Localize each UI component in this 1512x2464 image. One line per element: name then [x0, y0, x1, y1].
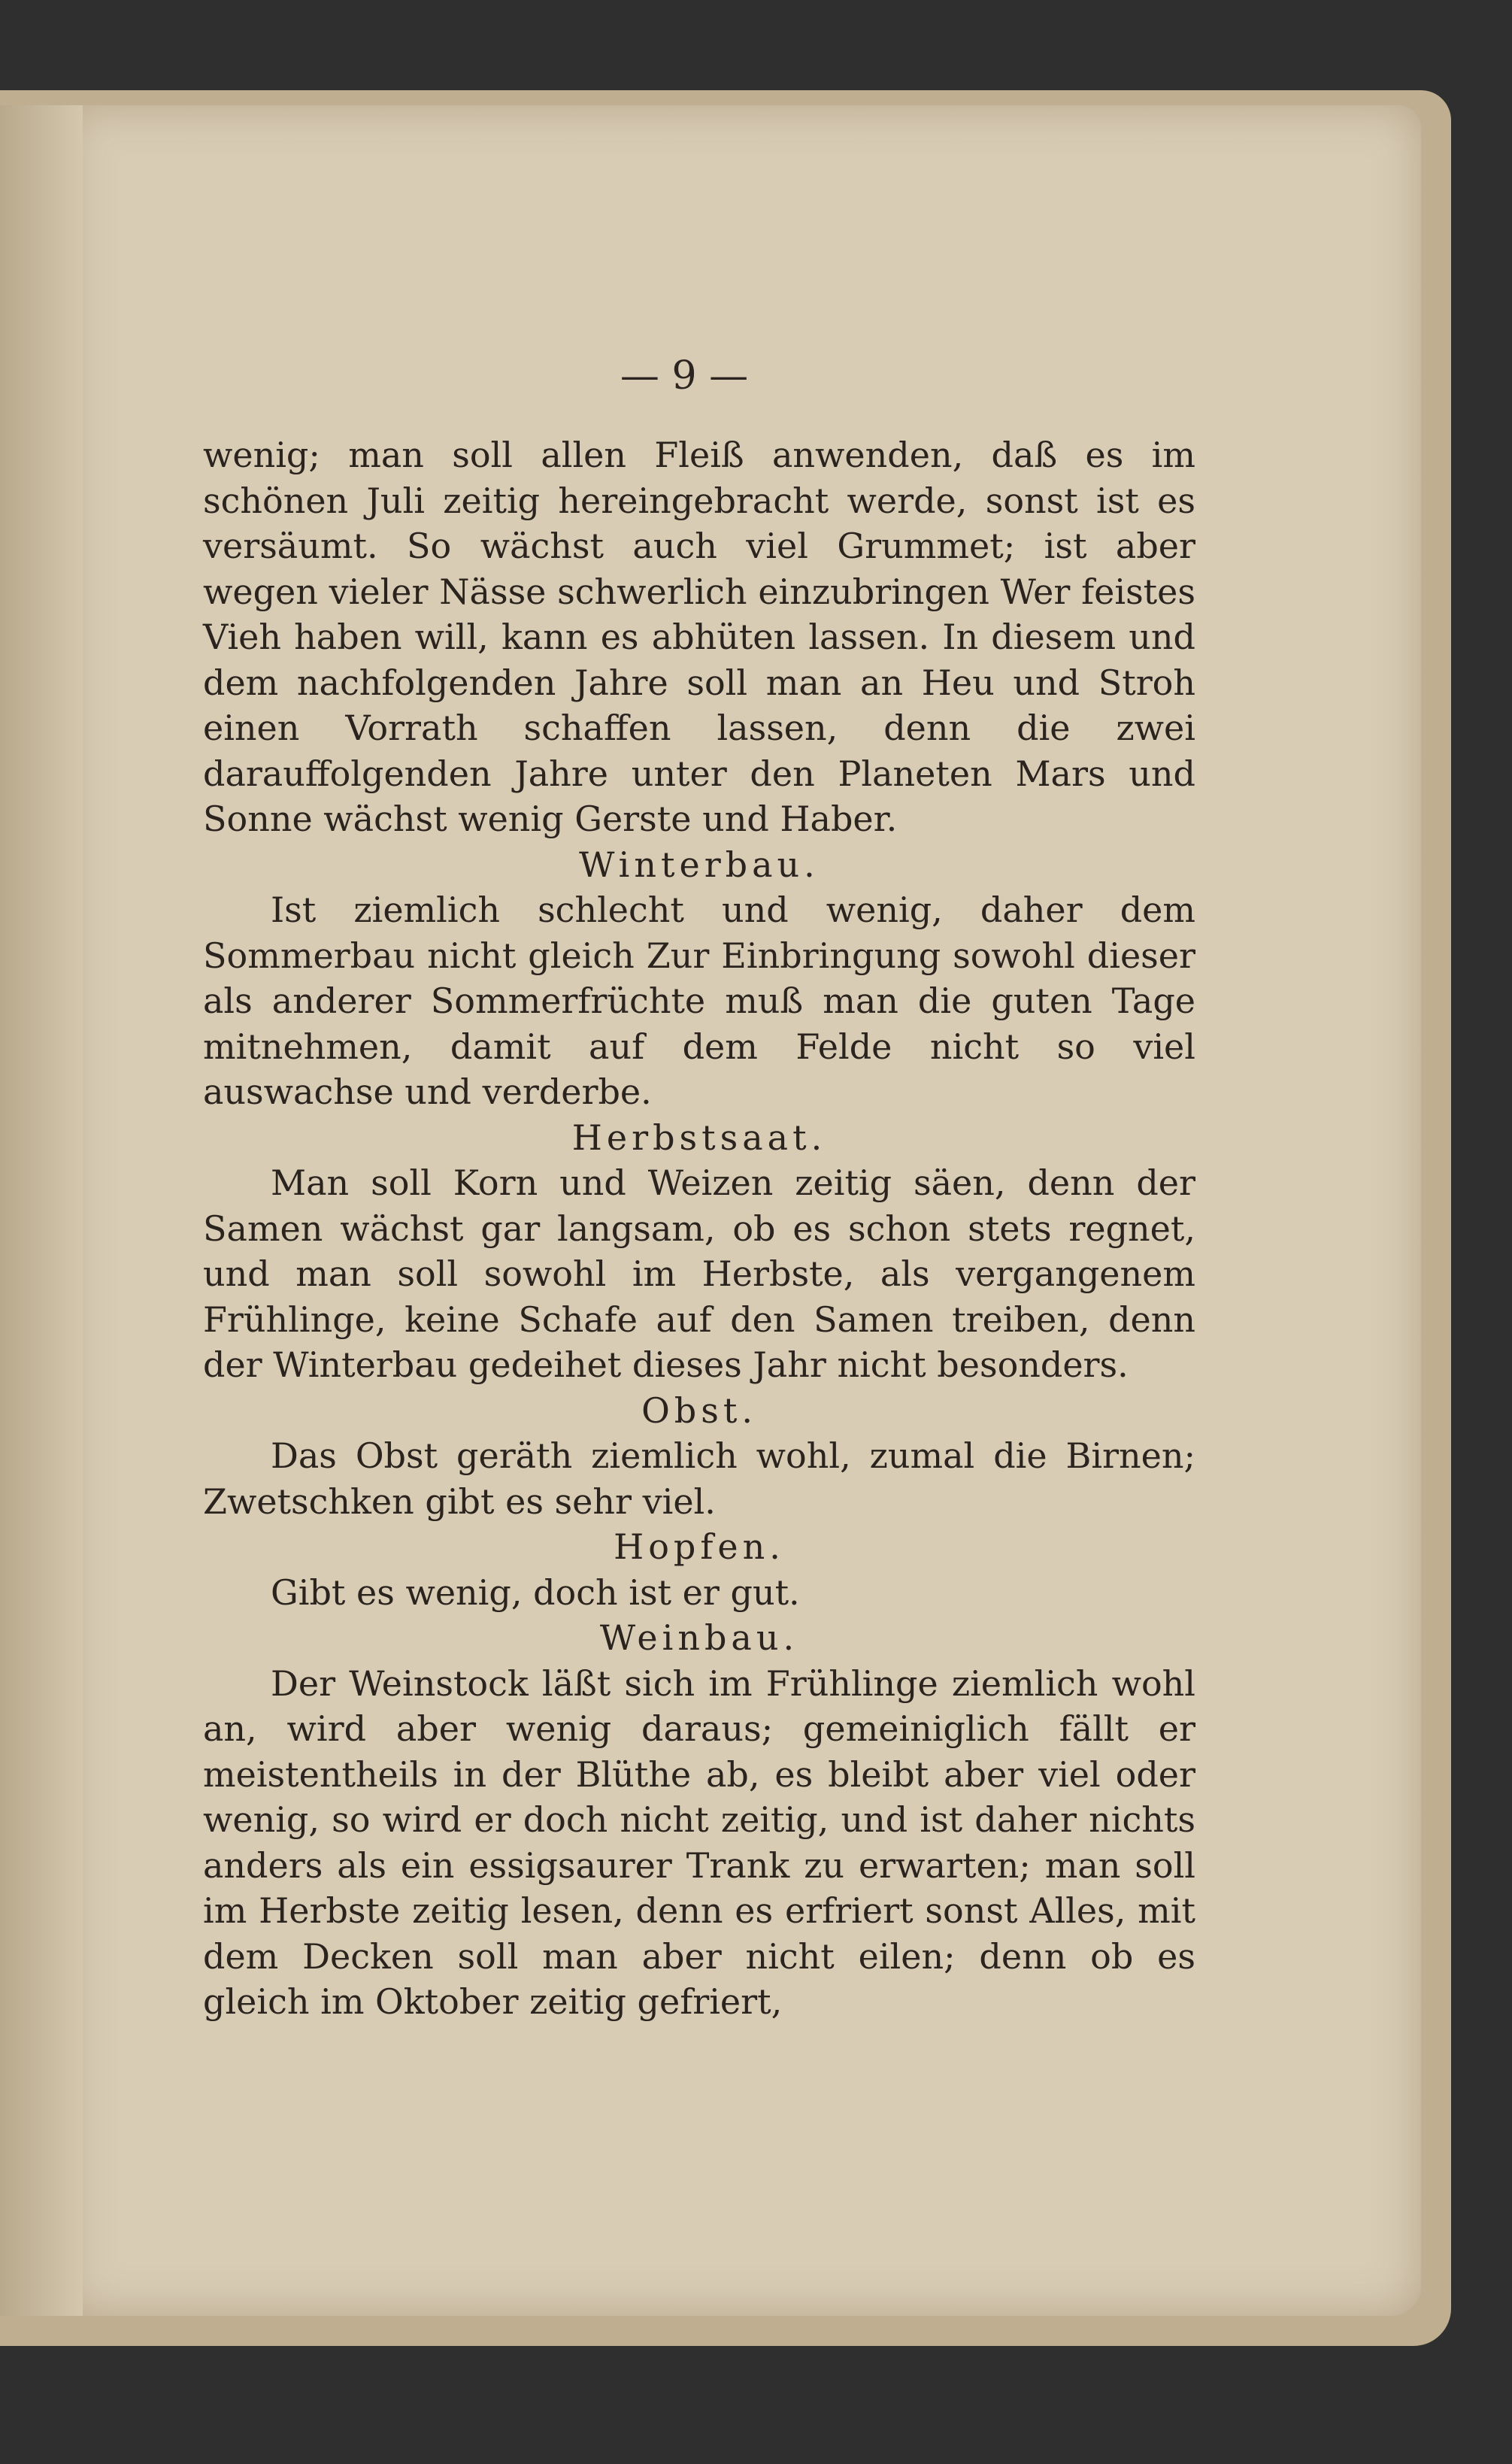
heading-weinbau: Weinbau. — [599, 1617, 799, 1658]
paragraph-winterbau: Ist ziemlich schlecht und wenig, daher dem Sommerbau nicht gleich Zur Einbringung sowohl dieser als anderer Sommerfrüchte muß man die guten Tage mitnehmen, damit auf dem Felde nicht so viel auswachse und verderbe. — [203, 890, 1195, 1112]
page-number: — 9 — — [620, 353, 749, 399]
heading-hopfen: Hopfen. — [614, 1526, 785, 1567]
paragraph-weinbau: Der Weinstock läßt sich im Frühlinge ziemlich wohl an, wird aber wenig daraus; gemeiniglich fällt er meistentheils in der Blüthe ab, es bleibt aber viel oder wenig, so wird er doch nicht zeitig, und ist daher nichts anders als ein essigsaurer Trank zu erwarten; man soll im Herbste zeitig lesen, denn es erfriert sonst Alles, mit dem Decken soll man aber nicht eilen; denn ob es gleich im Oktober zeitig gefriert, — [203, 1662, 1195, 2022]
heading-herbstsaat: Herbstsaat. — [571, 1117, 827, 1158]
page-text — [203, 432, 1195, 2025]
paragraph-hopfen: Gibt es wenig, doch ist er gut. — [271, 1571, 800, 1613]
paragraph-1: wenig; man soll allen Fleiß anwenden, daß es im schönen Juli zeitig hereingebracht werde, sonst ist es versäumt. So wächst auch viel Grummet; ist aber wegen vieler Nässe schwerlich einzubringen Wer feistes Vieh haben will, kann es abhüten lassen. In diesem und dem nachfolgenden Jahre soll man an Heu und Stroh einen Vorrath schaffen lassen, denn die zwei darauffolgenden Jahre unter den Planeten Mars und Sonne wächst wenig Gerste und Haber. — [203, 435, 1195, 839]
paragraph-herbstsaat: Man soll Korn und Weizen zeitig säen, denn der Samen wächst gar langsam, ob es schon stets regnet, und man soll sowohl im Herbste, als vergangenem Frühlinge, keine Schafe auf den Samen treiben, denn der Winterbau gedeihet dieses Jahr nicht besonders. — [203, 1162, 1195, 1385]
heading-winterbau: Winterbau. — [579, 844, 820, 885]
paragraph-obst: Das Obst geräth ziemlich wohl, zumal die Birnen; Zwetschken gibt es sehr viel. — [203, 1435, 1195, 1522]
heading-obst: Obst. — [641, 1390, 757, 1431]
page-gutter — [0, 105, 83, 2316]
